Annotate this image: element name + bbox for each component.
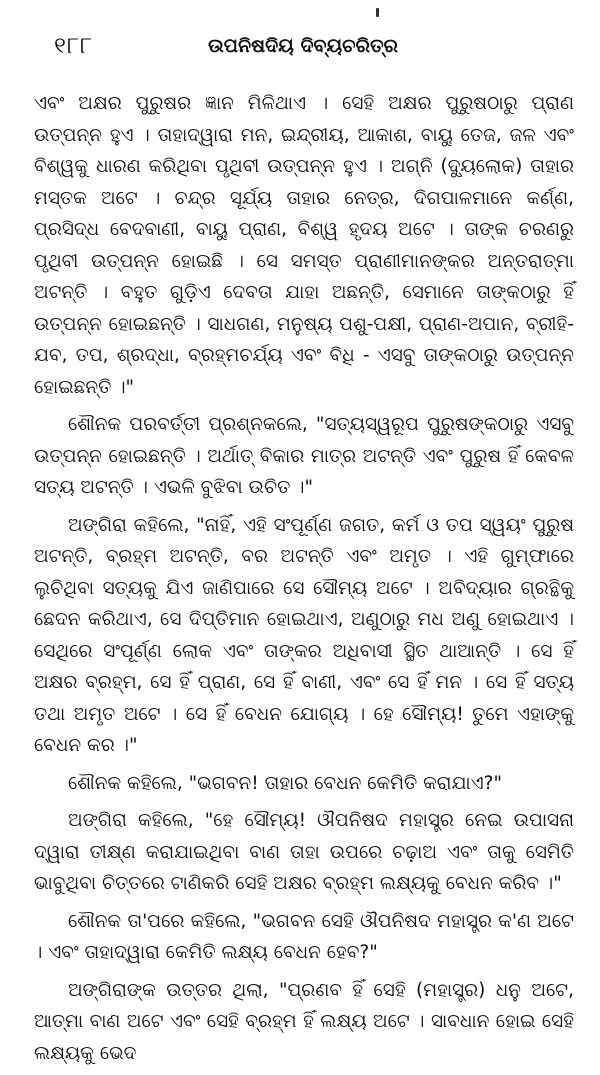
paragraph: ଶୌନକ କହିଲେ, "ଭଗବନ! ତାହାର ବେଧନ କେମିତି କରାଯାଏ?" <box>68 772 502 794</box>
paragraph: ଅଙ୍ଗିରା କହିଲେ, "ହେ ସୌମ୍ୟ! ଔପନିଷଦ ମହାସ୍ତ୍ର ନେଇ ଉପାସନା ଦ୍ୱାରା ତୀକ୍ଷ୍ଣ କରାଯାଇଥିବା ବାଣ ତାହା ଉପରେ ଚଢ଼ାଅ ଏବଂ ତାକୁ ସେମିତି ଭାବୁଥିବା ଚିତ୍ତରେ ଟାଣିକରି ସେହି ଅକ୍ଷର ବ୍ରହ୍ମ ଲକ୍ଷ୍ୟକୁ ବେଧନ କରିବ ।" <box>34 810 574 894</box>
paragraph: ଅଙ୍ଗିରା କହିଲେ, "ନାହିଁ, ଏହି ସଂପୂର୍ଣ୍ଣ ଜଗତ, କର୍ମ ଓ ତପ ସ୍ୱୟଂ ପୁରୁଷ ଅଟନ୍ତି, ବ୍ରହ୍ମ ଅଟନ୍ତି, ବର ଅଟନ୍ତି ଏବଂ ଅମୃତ । ଏହି ଗୁମ୍ଫାରେ ଲୁଚିଥିବା ସତ୍ୟକୁ ଯିଏ ଜାଣିପାରେ ସେ ସୌମ୍ୟ ଅଟେ । ଅବିଦ୍ୟାର ଗ୍ରନ୍ଥିକୁ ଛେଦନ କରିଥାଏ, ସେ ଦିପ୍ତିମାନ ହୋଇଥାଏ, ଅଣୁଠାରୁ ମଧ ଅଣୁ ହୋଇଥାଏ । ସେଥିରେ ସଂପୂର୍ଣ୍ଣ ଲୋକ ଏବଂ ତାଙ୍କର ଅଧିବାସୀ ସ୍ଥିତ ଥାଆନ୍ତି । ସେ ହିଁ ଅକ୍ଷର ବ୍ରହ୍ମ, ସେ ହିଁ ପ୍ରାଣ, ସେ ହିଁ ବାଣୀ, ଏବଂ ସେ ହିଁ ମନ । ସେ ହିଁ ସତ୍ୟ ତଥା ଅମୃତ ଅଟେ । ସେ ହିଁ ବେଧନ ଯୋଗ୍ୟ । ହେ ସୌମ୍ୟ! ତୁମେ ଏହାଙ୍କୁ ବେଧନ କର ।" <box>34 514 574 756</box>
body-text <box>34 88 574 1075</box>
running-header <box>34 0 572 62</box>
page-number: ୧୮୮ <box>54 33 93 59</box>
paragraph: ଶୌନକ ପରବର୍ତ୍ତୀ ପ୍ରଶ୍ନକଲେ, "ସତ୍ୟସ୍ୱରୂପ ପୁରୁଷଙ୍କଠାରୁ ଏସବୁ ଉତ୍ପନ୍ନ ହୋଇଛନ୍ତି । ଅର୍ଥାତ୍ ବିକାର ମାତ୍ର ଅଟନ୍ତି ଏବଂ ପୁରୁଷ ହିଁ କେବଳ ସତ୍ୟ ଅଟନ୍ତି । ଏଭଳି ବୁଝିବା ଉଚିତ ।" <box>34 414 574 498</box>
paragraph: ଅଙ୍ଗିରାଙ୍କ ଉତ୍ତର ଥିଲା, "ପ୍ରଣବ ହିଁ ସେହି (ମହାସ୍ତ୍ର) ଧନୁ ଅଟେ, ଆତ୍ମା ବାଣ ଅଟେ ଏବଂ ସେହି ବ୍ରହ୍ମ ହିଁ ଲକ୍ଷ୍ୟ ଅଟେ । ସାବଧାନ ହୋଇ ସେହି ଲକ୍ଷ୍ୟକୁ ଭେଦ <box>34 979 574 1064</box>
paragraph: ଏବଂ ଅକ୍ଷର ପୁରୁଷର ଜ୍ଞାନ ମିଳିଥାଏ । ସେହି ଅକ୍ଷର ପୁରୁଷଠାରୁ ପ୍ରାଣ ଉତ୍ପନ୍ନ ହୁଏ । ତାହାଦ୍ୱାରା ମନ, ଇନ୍ଦ୍ରୀୟ, ଆକାଶ, ବାୟୁ ତେଜ, ଜଳ ଏବଂ ବିଶ୍ୱକୁ ଧାରଣ କରିଥିବା ପୃଥିବୀ ଉତ୍ପନ୍ନ ହୁଏ । ଅଗ୍ନି (ଦ୍ୟୁଲୋକ) ତାହାର ମସ୍ତକ ଅଟେ । ଚନ୍ଦ୍ର ସୂର୍ଯ୍ୟ ତାହାର ନେତ୍ର, ଦିଗପାଳମାନେ କର୍ଣ୍ଣ, ପ୍ରସିଦ୍ଧ ବେଦବାଣୀ, ବାୟୁ ପ୍ରାଣ, ବିଶ୍ୱ ହୃଦୟ ଅଟେ । ତାଙ୍କ ଚରଣରୁ ପୃଥିବୀ ଉତ୍ପନ୍ନ ହୋଇଛି । ସେ ସମସ୍ତ ପ୍ରାଣୀମାନଙ୍କର ଅନ୍ତରାତ୍ମା ଅଟନ୍ତି । ବହୁତ ଗୁଡ଼ିଏ ଦେବତା ଯାହା ଅଛନ୍ତି, ସେମାନେ ତାଙ୍କଠାରୁ ହିଁ ଉତ୍ପନ୍ନ ହୋଇଛନ୍ତି । ସାଧଗଣ, ମନୁଷ୍ୟ ପଶୁ-ପକ୍ଷୀ, ପ୍ରାଣ-ଅପାନ, ବ୍ରୀହି-ଯବ, ତପ, ଶ୍ରଦ୍ଧା, ବ୍ରହ୍ମଚର୍ଯ୍ୟ ଏବଂ ବିଧି - ଏସବୁ ତାଙ୍କଠାରୁ ଉତ୍ପନ୍ନ ହୋଇଛନ୍ତି ।" <box>34 93 574 398</box>
running-title: ଉପନିଷଦିୟ ଦିବ୍ୟଚରିତ୍ର <box>207 35 399 57</box>
paragraph: ଶୌନକ ତା'ପରେ କହିଲେ, "ଭଗବନ ସେହି ଔପନିଷଦ ମହାସ୍ତ୍ର କ'ଣ ଅଟେ । ଏବଂ ତାହାଦ୍ୱାରା କେମିତି ଲକ୍ଷ୍ୟ ବେଧନ ହେବ?" <box>34 910 574 963</box>
